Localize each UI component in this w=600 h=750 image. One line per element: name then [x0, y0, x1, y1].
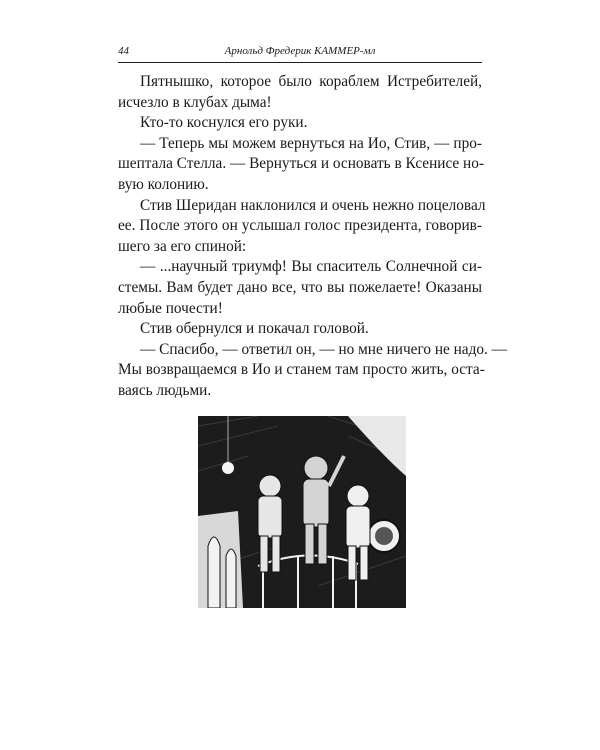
text-line: — ...научный триумф! Вы спаситель Солнечной си-	[140, 258, 482, 276]
text-line: шептала Стелла. — Вернуться и основать в Ксенисе но-	[118, 155, 484, 173]
text-line: Стив обернулся и покачал головой.	[140, 320, 369, 338]
text-line: вую колонию.	[118, 175, 209, 193]
text-line: любые почести!	[118, 299, 223, 317]
text-line: ваясь людьми.	[118, 381, 212, 399]
text-line: ее. После этого он услышал голос президента, говорив-	[118, 217, 482, 235]
running-head	[118, 40, 482, 63]
running-title: Арнольд Фредерик КАММЕР-мл	[224, 45, 376, 57]
text-line: Мы возвращаемся в Ио и станем там просто жить, оста-	[118, 361, 485, 379]
spacesuit-figures-illustration	[198, 416, 406, 608]
text-line: — Спасибо, — ответил он, — но мне ничего не надо. —	[140, 340, 507, 358]
text-line: стемы. Вам будет дано все, что вы пожелаете! Оказаны	[118, 278, 482, 296]
text-line: Кто-то коснулся его руки.	[140, 114, 308, 132]
page-number: 44	[118, 45, 129, 57]
illustration	[198, 416, 406, 608]
text-line: Стив Шеридан наклонился и очень нежно поцеловал	[140, 196, 486, 214]
text-line: шего за его спиной:	[118, 237, 247, 255]
text-line: — Теперь мы можем вернуться на Ио, Стив, — про-	[140, 134, 482, 152]
text-line: Пятнышко, которое было кораблем Истребителей,	[140, 73, 482, 90]
body-text	[118, 72, 507, 402]
text-line: исчезло в клубах дыма!	[118, 93, 272, 111]
